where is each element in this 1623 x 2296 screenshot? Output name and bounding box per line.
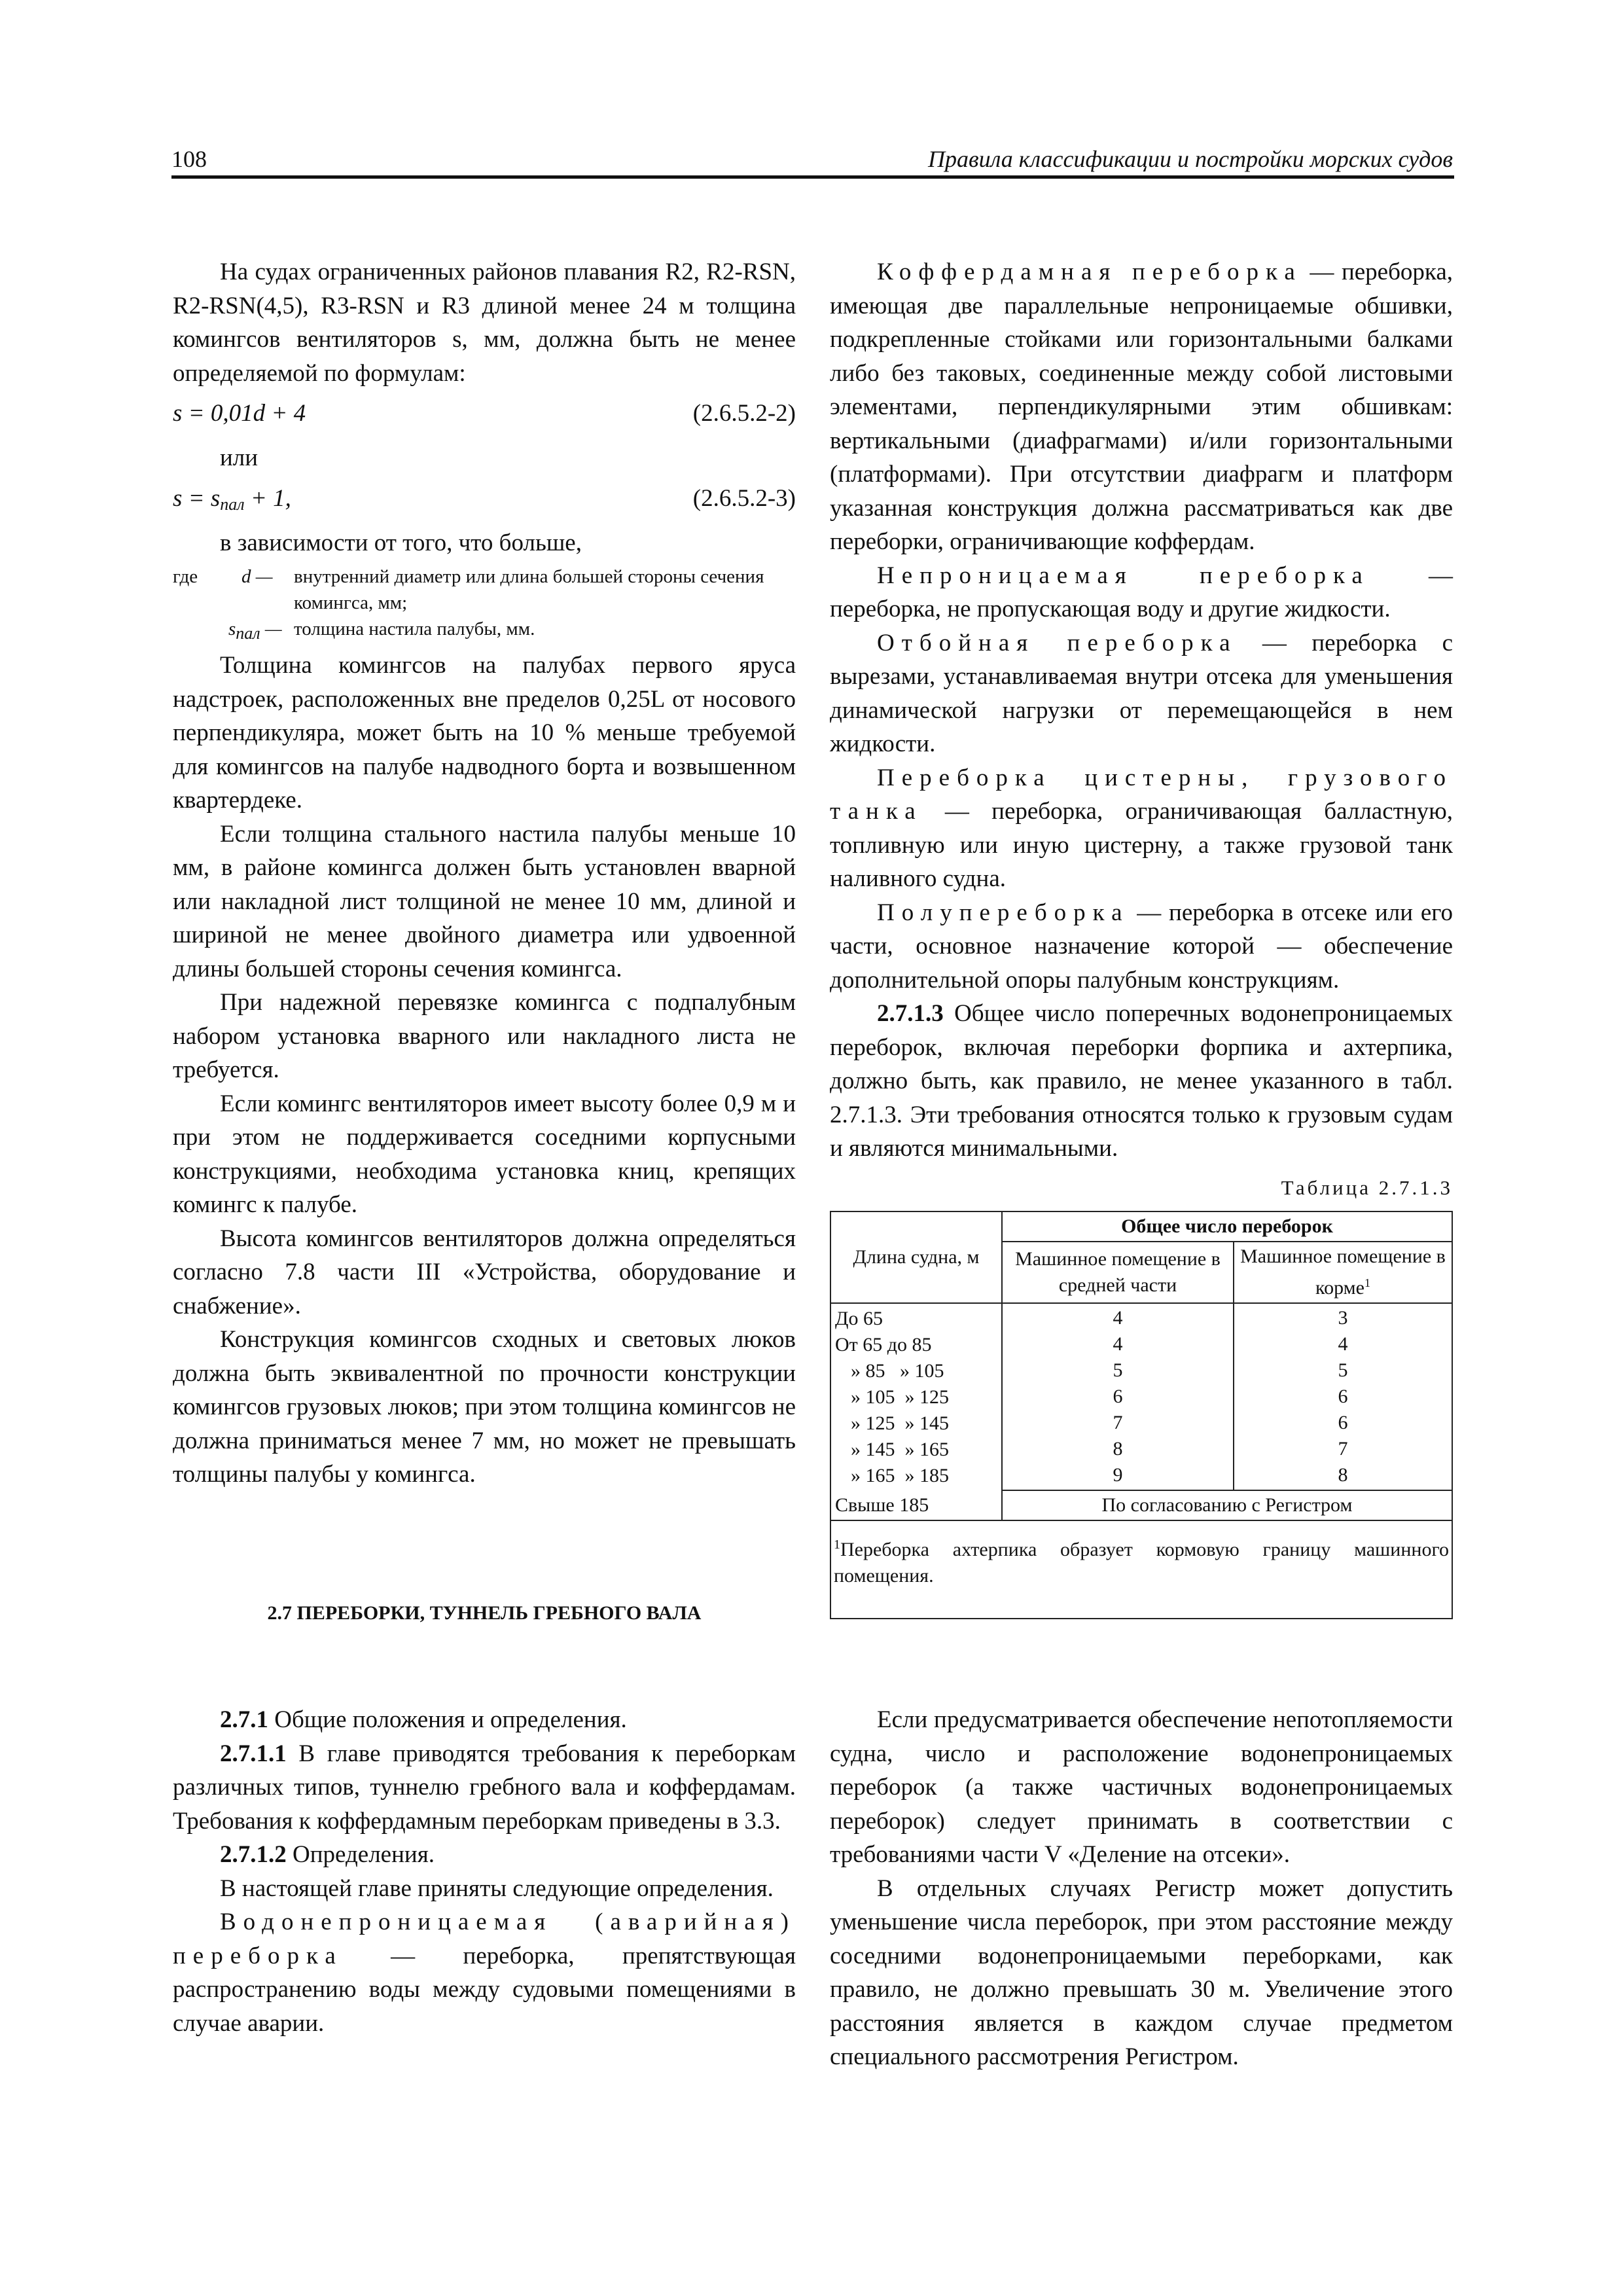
term: Непроницаемая переборка — [877, 562, 1370, 589]
paragraph: 2.7.1.2 Определения. — [220, 1841, 435, 1868]
paragraph: На судах ограниченных районов плавания R2, R2-RSN, R2-RSN(4,5), R3-RSN и R3 длиной менее 24 м толщина комингсов вентиляторов s, мм, должна быть не менее определяемой по формулам: — [173, 259, 796, 387]
table-cell: » 145 » 165 — [851, 1438, 949, 1460]
paragraph: 2.7.1.1 В главе приводятся требования к переборкам различных типов, туннелю гребного вала и коффердамам. Требования к коффердамным переборкам приведены в 3.3. — [173, 1740, 796, 1835]
paragraph: Если предусматривается обеспечение непотопляемости судна, число и расположение водонепроницаемых переборок (а также частичных водонепроницаемых переборок) следует принимать в соответствии с требованиями части V «Деление на отсеки». — [830, 1706, 1453, 1868]
definition-paragraph: Непроницаемая переборка — переборка, не пропускающая воду и другие жидкости. — [830, 562, 1453, 622]
paragraph: Толщина комингсов на палубах первого яруса надстроек, расположенных вне пределов 0,25L от носового перпендикуляра, может быть на 10 % меньше требуемой для комингсов на палубе надводного борта и возвышенном квартердеке. — [173, 652, 796, 814]
table-cell: 7 — [1338, 1438, 1348, 1460]
left-column-bottom — [173, 1703, 796, 2040]
formula-number: (2.6.5.2-2) — [692, 400, 796, 427]
paragraph: В отдельных случаях Регистр может допустить уменьшение числа переборок, при этом расстояние между соседними водонепроницаемыми переборками, как правило, не должно превышать 30 м. Увеличение этого расстояния является в каждом случае предметом специального рассмотрения Регистром. — [830, 1874, 1453, 2070]
table-cell: » 85 » 105 — [851, 1359, 944, 1382]
right-column-top — [830, 255, 1453, 1619]
definition-text: внутренний диаметр или длина большей стороны сечения комингса, мм; — [294, 566, 764, 613]
bulkhead-table — [830, 1211, 1453, 1619]
table-cell: 3 — [1338, 1307, 1348, 1329]
table-col-mid — [1002, 1303, 1234, 1490]
paragraph: Если толщина стального настила палубы меньше 10 мм, в районе комингса должен быть установлен вварной или накладной лист толщиной не менее 10 мм, длиной и шириной не менее двойного диаметра или удвоенной длины большей стороны сечения комингса. — [173, 820, 796, 982]
page-number: 108 — [171, 146, 207, 172]
term: Коффердамная переборка — [877, 259, 1302, 285]
or-word: или — [220, 444, 259, 471]
definitions-list — [173, 564, 796, 642]
table-cell: До 65 — [835, 1307, 883, 1329]
paragraph: 2.7.1 Общие положения и определения. — [220, 1706, 627, 1733]
definition-d — [173, 564, 796, 616]
table-cell: » 105 » 125 — [851, 1386, 949, 1408]
table-cell: » 125 » 145 — [851, 1412, 949, 1434]
table-footnote: $^1$Переборка ахтерпика образует кормовую границу машинного помещения. — [830, 1520, 1452, 1619]
table-cell: 6 — [1113, 1386, 1123, 1407]
formula-2-6-5-2-3 — [173, 482, 796, 520]
table-cell: 4 — [1113, 1307, 1123, 1329]
definition-text: толщина настила палубы, мм. — [294, 619, 535, 639]
paragraph: При надежной перевязке комингса с подпалубным набором установка вварного или накладного листа не требуется. — [173, 989, 796, 1083]
table-cell: 6 — [1338, 1412, 1348, 1433]
paragraph: 2.7.1.3 Общее число поперечных водонепроницаемых переборок, включая переборки форпика и ахтерпика, должно быть, как правило, не менее указанного в табл. 2.7.1.3. Эти требования относятся только к грузовым судам и являются минимальными. — [830, 1000, 1453, 1162]
where-label: где — [173, 566, 198, 587]
header-aft: Машинное помещение в корме$^1$ — [1234, 1242, 1452, 1303]
running-title: Правила классификации и постройки морских судов — [928, 146, 1453, 172]
left-column-top — [173, 255, 796, 1492]
term: Переборка цистерны, грузового танка — [830, 764, 1453, 825]
definition-paragraph: Переборка цистерны, грузового танка — переборка, ограничивающая балластную, топливную или иную цистерну, а также грузовой танк наливного судна. — [830, 764, 1453, 892]
definition-paragraph: Полупереборка — переборка в отсеке или его части, основное назначение которой — обеспечение дополнительной опоры палубным конструкциям. — [830, 899, 1453, 994]
formula-expression: $s = s_{пал} + 1$, — [173, 484, 291, 514]
header-group: Общее число переборок — [1002, 1211, 1452, 1242]
table-col-length — [830, 1303, 1002, 1490]
term: Водонепроницаемая (аварийная) переборка — [173, 1909, 796, 1969]
symbol-s-pal: sпал — — [228, 619, 282, 643]
term: Полупереборка — [877, 899, 1130, 926]
table-cell: 4 — [1338, 1333, 1348, 1355]
table-cell: » 165 » 185 — [851, 1464, 949, 1486]
definition-paragraph: Коффердамная переборка — переборка, имеющая две параллельные непроницаемые обшивки, подкрепленные стойками или горизонтальными балками либо без таковых, соединенные между собой листовыми элементами, перпендикулярными этим обшивкам: вертикальными (диафрагмами) и/или горизонтальными (платформами). При отсутствии диафрагм и платформ указанная конструкция должна рассматриваться как две переборки, ограничивающие коффердам. — [830, 259, 1454, 555]
paragraph: в зависимости от того, что больше, — [220, 529, 582, 556]
definition-s-pal — [173, 616, 796, 642]
paragraph: Конструкция комингсов сходных и световых люков должна быть эквивалентной по прочности конструкции комингсов грузовых люков; при этом толщина комингсов не должна приниматься менее 7 мм, но может не превышать толщины палубы у комингса. — [173, 1326, 796, 1488]
term: Отбойная переборка — [877, 629, 1238, 656]
header-rule — [171, 175, 1454, 179]
table-cell: 5 — [1338, 1359, 1348, 1381]
table-col-aft — [1234, 1303, 1452, 1490]
table-cell: От 65 до 85 — [835, 1333, 932, 1355]
paragraph: Высота комингсов вентиляторов должна определяться согласно 7.8 части III «Устройства, оборудование и снабжение». — [173, 1225, 796, 1319]
table-cell: 8 — [1338, 1464, 1348, 1486]
table-cell: 5 — [1113, 1359, 1123, 1381]
header-mid: Машинное помещение в средней части — [1002, 1242, 1234, 1303]
definition-paragraph: Водонепроницаемая (аварийная) переборка — переборка, препятствующая распространению воды между судовыми помещениями в случае аварии. — [173, 1909, 796, 2037]
table-cell: 6 — [1338, 1386, 1348, 1407]
table-cell: 4 — [1113, 1333, 1123, 1355]
table-cell: По согласованию с Регистром — [1002, 1490, 1452, 1520]
right-column-bottom — [830, 1703, 1453, 2074]
table-cell: Свыше 185 — [830, 1490, 1002, 1520]
formula-number: (2.6.5.2-3) — [692, 484, 796, 512]
section-title: 2.7 ПЕРЕБОРКИ, ТУННЕЛЬ ГРЕБНОГО ВАЛА — [267, 1602, 702, 1624]
table-cell: 7 — [1113, 1412, 1123, 1433]
symbol-d: d — — [241, 566, 273, 587]
paragraph: Если комингс вентиляторов имеет высоту более 0,9 м и при этом не поддерживается соседними корпусными конструкциями, необходима установка книц, крепящих комингс к палубе. — [173, 1090, 796, 1218]
paragraph: В настоящей главе приняты следующие определения. — [220, 1874, 774, 1902]
table-caption: Таблица 2.7.1.3 — [1281, 1175, 1453, 1199]
table-cell: 8 — [1113, 1438, 1123, 1460]
header-length: Длина судна, м — [830, 1211, 1002, 1303]
table-cell: 9 — [1113, 1464, 1123, 1486]
formula-2-6-5-2-2 — [173, 397, 796, 435]
formula-expression: s = 0,01d + 4 — [173, 400, 306, 427]
definition-paragraph: Отбойная переборка — переборка с вырезами, устанавливаемая внутри отсека для уменьшения динамической нагрузки от перемещающейся в нем жидкости. — [830, 629, 1453, 757]
